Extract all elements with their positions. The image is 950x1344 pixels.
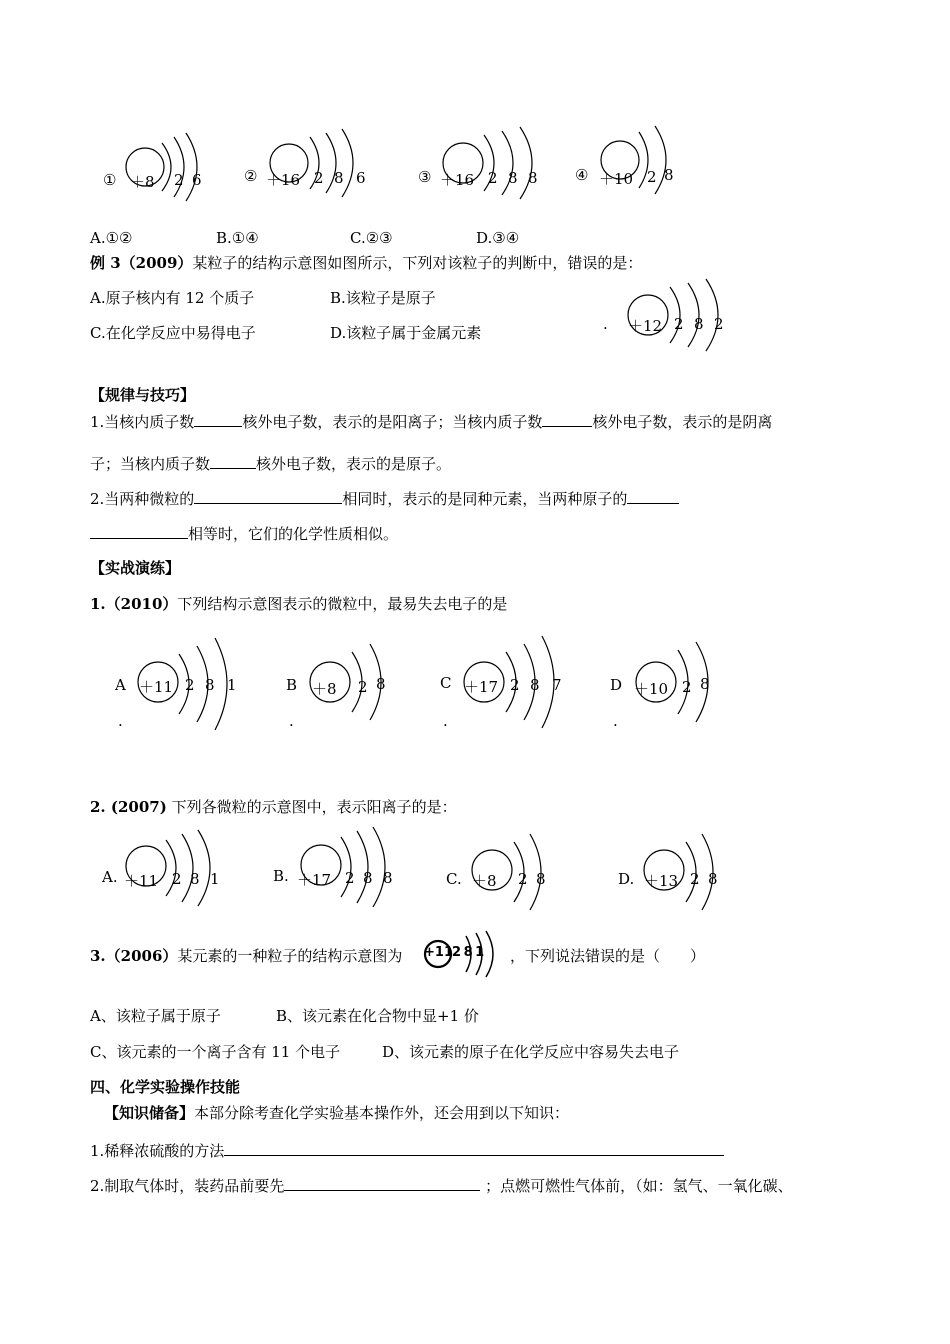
nucleus-charge: ＋12 <box>628 317 663 335</box>
shell-electrons: 8 <box>664 166 674 184</box>
atom-diagram-2 <box>244 125 374 200</box>
shell-electrons: 2 <box>174 171 184 189</box>
diagram-label: ① <box>103 171 117 189</box>
atom-diagram-ex3 <box>600 275 740 355</box>
diagram-dot: . <box>289 712 294 730</box>
q3-tail: ，下列说法错误的是（ ） <box>510 947 706 965</box>
rules-heading: 【规律与技巧】 <box>90 386 196 404</box>
fill-blank[interactable] <box>194 410 242 427</box>
text: 核外电子数，表示的是原子。 <box>256 455 452 473</box>
q1-number: 1.（2010） <box>90 595 178 613</box>
shell-electrons: 8 <box>376 675 386 693</box>
nucleus-charge: ＋11 <box>139 678 174 696</box>
atom-diagram-1 <box>100 125 220 200</box>
atom-diagram-3 <box>418 125 558 200</box>
shell-electrons: 8 <box>700 675 710 693</box>
rules-line-3 <box>90 487 679 509</box>
prep-text: 本部分除考查化学实验基本操作外，还会用到以下知识： <box>194 1104 570 1122</box>
nucleus-charge: ＋17 <box>464 678 499 696</box>
shell-electrons: 8 <box>508 169 518 187</box>
shell-electrons: 2 <box>358 678 368 696</box>
section4-heading: 四、化学实验操作技能 <box>90 1078 241 1096</box>
ex3-option-a: A.原子核内有 12 个质子 <box>90 289 255 307</box>
q1-diagram-b <box>286 630 396 730</box>
fill-blank[interactable] <box>542 410 592 427</box>
diagram-label: C. <box>446 870 462 888</box>
shell-electrons: 8 <box>190 870 200 888</box>
nucleus-charge: ＋8 <box>130 173 155 191</box>
option-c: C.②③ <box>350 229 393 247</box>
diagram-label: D. <box>618 870 635 888</box>
option-d: D.③④ <box>476 229 520 247</box>
nucleus-charge: ＋13 <box>644 872 679 890</box>
text: 相同时，表示的是同种元素，当两种原子的 <box>342 490 628 508</box>
nucleus-charge: ＋11 <box>124 872 159 890</box>
q2-diagram-d <box>618 828 728 908</box>
q2-title <box>90 797 457 817</box>
fill-blank[interactable] <box>284 1174 480 1191</box>
shell-electrons: 8 <box>528 169 538 187</box>
shell-electrons: 1 <box>227 676 237 694</box>
q3-option-b: B、该元素在化合物中显+1 价 <box>276 1007 479 1025</box>
shell-electrons: 2 <box>518 870 528 888</box>
nucleus-charge: ＋8 <box>312 680 337 698</box>
shell-electrons: 8 <box>205 676 215 694</box>
shell-electrons: 2 <box>714 315 724 333</box>
diagram-label: B. <box>273 867 289 885</box>
q1-diagram-c <box>440 630 580 730</box>
shell-electrons: 2 <box>690 870 700 888</box>
nucleus-charge: ＋16 <box>440 171 475 189</box>
text: 核外电子数，表示的是阳离子；当核内质子数 <box>242 413 543 431</box>
nucleus-charge: ＋16 <box>266 171 301 189</box>
practice-heading: 【实战演练】 <box>90 559 181 577</box>
shell-electrons: 8 <box>383 869 393 887</box>
nucleus-charge: ＋17 <box>297 871 332 889</box>
q3-option-c: C、该元素的一个离子含有 11 个电子 <box>90 1043 341 1061</box>
nucleus-charge: +11 <box>424 945 453 960</box>
fill-blank[interactable] <box>90 522 188 539</box>
diagram-label: A. <box>102 868 118 886</box>
nucleus-charge: ＋10 <box>599 170 634 188</box>
nucleus-charge: ＋8 <box>472 872 497 890</box>
ex3-title <box>90 253 642 273</box>
rules-line-1 <box>90 410 772 432</box>
diagram-label: . <box>603 315 608 333</box>
fill-blank[interactable] <box>627 487 679 504</box>
rules-line-2 <box>90 452 451 474</box>
s4-line-2 <box>90 1174 793 1196</box>
prep-label: 【知识储备】 <box>104 1104 195 1122</box>
q3-option-d: D、该元素的原子在化学反应中容易失去电子 <box>382 1043 680 1061</box>
q3-text: 某元素的一种粒子的结构示意图为 <box>177 947 403 965</box>
diagram-label: B <box>286 676 298 694</box>
q1-title <box>90 594 507 614</box>
knowledge-prep <box>104 1103 569 1123</box>
diagram-label: C <box>440 674 452 692</box>
nucleus-charge: ＋10 <box>634 680 669 698</box>
text: 2.制取气体时，装药品前要先 <box>90 1177 285 1195</box>
diagram-label: ③ <box>418 168 432 186</box>
shell-electrons: 8 <box>334 169 344 187</box>
fill-blank[interactable] <box>210 452 256 469</box>
ex3-title-bold: 例 3（2009） <box>90 254 193 272</box>
shell-electrons: 2 <box>674 315 684 333</box>
diagram-dot: . <box>118 712 123 730</box>
q3-number: 3.（2006） <box>90 947 178 965</box>
fill-blank[interactable] <box>194 487 342 504</box>
option-b: B.①④ <box>216 229 259 247</box>
shell-electrons: 2 <box>185 676 195 694</box>
text: 1.稀释浓硫酸的方法 <box>90 1142 225 1160</box>
shell-electrons: 1 <box>210 870 220 888</box>
option-a: A.①② <box>90 229 133 247</box>
shell-electrons: 2 <box>647 168 657 186</box>
q3-title <box>90 946 402 966</box>
shell-electrons: 8 <box>363 869 373 887</box>
atom-diagram-4 <box>575 122 695 197</box>
diagram-label: D <box>610 676 623 694</box>
ex3-option-b: B.该粒子是原子 <box>330 289 436 307</box>
text: 子；当核内质子数 <box>90 455 211 473</box>
text: 1.当核内质子数 <box>90 413 195 431</box>
shell-electrons: 2 <box>510 676 520 694</box>
shell-electrons: 8 <box>694 315 704 333</box>
shell-electrons: 7 <box>552 676 562 694</box>
shell-electrons: 8 <box>708 870 718 888</box>
q2-diagram-c <box>446 828 556 908</box>
diagram-dot: . <box>613 712 618 730</box>
shell-electrons: 2 <box>314 169 324 187</box>
shell-electrons: 2 <box>345 869 355 887</box>
text: ；点燃可燃性气体前，（如：氢气、一氧化碳、 <box>485 1177 793 1195</box>
text: 相等时，它们的化学性质相似。 <box>188 525 399 543</box>
q3-small-diagram <box>420 930 500 978</box>
diagram-dot: . <box>443 712 448 730</box>
q1-diagram-a <box>115 630 245 730</box>
diagram-label: ④ <box>575 166 589 184</box>
shell-electrons: 8 <box>530 676 540 694</box>
diagram-label: ② <box>244 167 258 185</box>
q3-option-a: A、该粒子属于原子 <box>90 1007 221 1025</box>
shell-electrons: 6 <box>192 171 202 189</box>
q2-diagram-b <box>273 825 403 905</box>
text: 核外电子数，表示的是阴离 <box>592 413 773 431</box>
q2-text: 下列各微粒的示意图中，表示阳离子的是： <box>171 798 457 816</box>
text: 2.当两种微粒的 <box>90 490 195 508</box>
shell-electrons: 2 <box>488 169 498 187</box>
s4-line-1 <box>90 1139 724 1161</box>
q1-text: 下列结构示意图表示的微粒中，最易失去电子的是 <box>177 595 508 613</box>
ex3-option-c: C.在化学反应中易得电子 <box>90 324 256 342</box>
q1-diagram-d <box>610 630 730 730</box>
ex3-option-d: D.该粒子属于金属元素 <box>330 324 482 342</box>
shell-electrons: 2 <box>682 678 692 696</box>
shell-electrons: 2 8 1 <box>452 945 484 960</box>
fill-blank[interactable] <box>224 1139 724 1156</box>
shell-electrons: 8 <box>536 870 546 888</box>
diagram-label: A <box>115 676 126 694</box>
q2-diagram-a <box>102 828 232 908</box>
shell-electrons: 2 <box>172 870 182 888</box>
ex3-title-text: 某粒子的结构示意图如图所示，下列对该粒子的判断中，错误的是： <box>192 254 643 272</box>
rules-line-4 <box>90 522 398 544</box>
shell-electrons: 6 <box>356 169 366 187</box>
q2-number: 2. (2007) <box>90 798 167 816</box>
